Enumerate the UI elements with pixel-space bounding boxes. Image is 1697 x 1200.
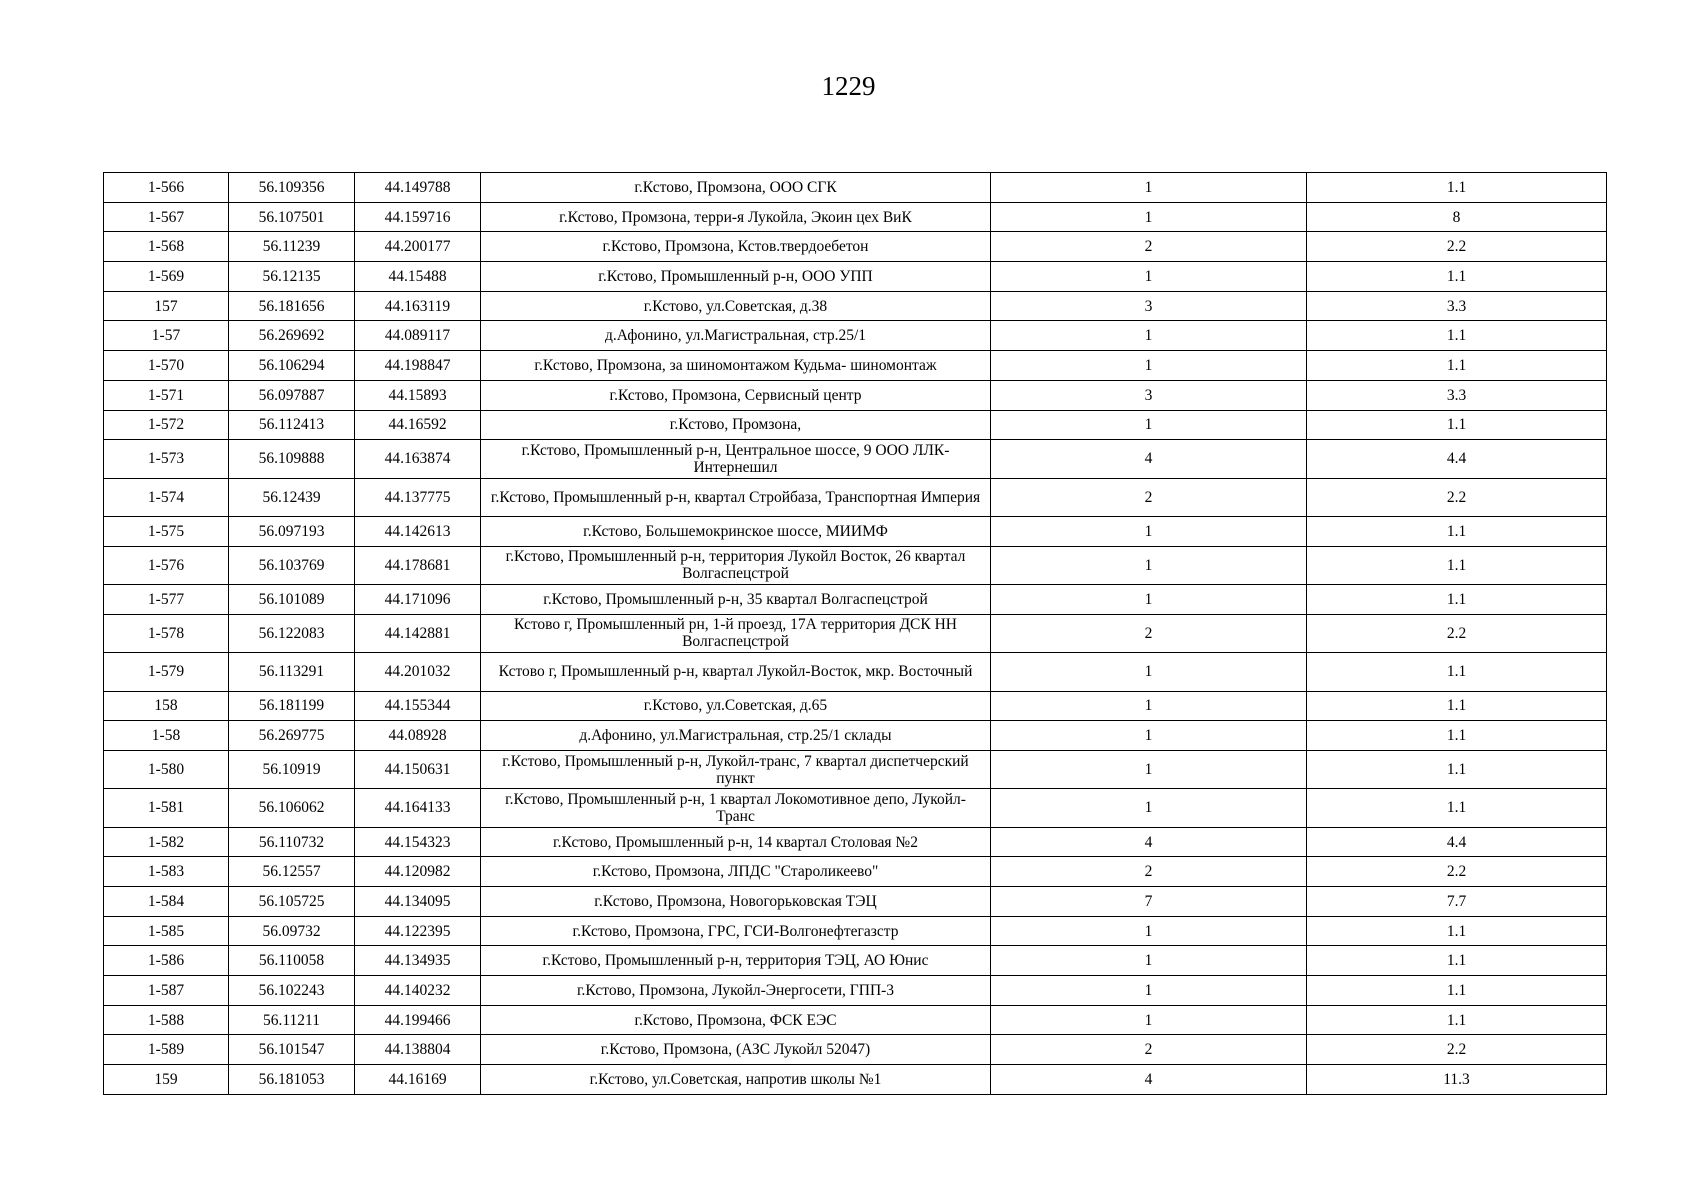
table-row [104, 232, 1607, 262]
count-cell: 2 [991, 478, 1307, 516]
longitude-cell: 44.163119 [355, 291, 481, 321]
value-cell: 1.1 [1307, 789, 1607, 827]
table-row [104, 321, 1607, 351]
point-id-cell: 1-57 [104, 321, 229, 351]
address-cell: г.Кстово, Промзона, ГРС, ГСИ-Волгонефтегазстр [481, 916, 991, 946]
address-cell: Кстово г, Промышленный рн, 1-й проезд, 17А территория ДСК НН Волгаспецстрой [481, 614, 991, 652]
point-id-cell: 158 [104, 691, 229, 721]
longitude-cell: 44.08928 [355, 721, 481, 751]
address-cell: г.Кстово, Промышленный р-н, Лукойл-транс, 7 квартал диспетчерский пункт [481, 750, 991, 788]
table-row [104, 291, 1607, 321]
value-cell: 2.2 [1307, 232, 1607, 262]
longitude-cell: 44.155344 [355, 691, 481, 721]
address-cell: г.Кстово, Промышленный р-н, 1 квартал Локомотивное депо, Лукойл-Транс [481, 789, 991, 827]
count-cell: 2 [991, 614, 1307, 652]
point-id-cell: 1-568 [104, 232, 229, 262]
point-id-cell: 1-585 [104, 916, 229, 946]
address-cell: г.Кстово, Промзона, ООО СГК [481, 173, 991, 203]
latitude-cell: 56.113291 [229, 653, 355, 691]
latitude-cell: 56.097193 [229, 516, 355, 546]
count-cell: 1 [991, 410, 1307, 440]
longitude-cell: 44.198847 [355, 351, 481, 381]
longitude-cell: 44.171096 [355, 585, 481, 615]
table-row [104, 827, 1607, 857]
longitude-cell: 44.201032 [355, 653, 481, 691]
table-row [104, 478, 1607, 516]
longitude-cell: 44.140232 [355, 976, 481, 1006]
address-cell: г.Кстово, Промзона, Лукойл-Энергосети, ГПП-3 [481, 976, 991, 1006]
count-cell: 1 [991, 721, 1307, 751]
latitude-cell: 56.105725 [229, 887, 355, 917]
point-id-cell: 1-566 [104, 173, 229, 203]
table-row [104, 887, 1607, 917]
longitude-cell: 44.138804 [355, 1035, 481, 1065]
value-cell: 1.1 [1307, 976, 1607, 1006]
page-number: 1229 [821, 71, 876, 101]
table-row [104, 262, 1607, 292]
address-cell: г.Кстово, Промзона, (АЗС Лукойл 52047) [481, 1035, 991, 1065]
value-cell: 1.1 [1307, 262, 1607, 292]
table-row [104, 173, 1607, 203]
table-row [104, 653, 1607, 691]
count-cell: 1 [991, 691, 1307, 721]
longitude-cell: 44.150631 [355, 750, 481, 788]
address-cell: г.Кстово, Промзона, ФСК ЕЭС [481, 1005, 991, 1035]
value-cell: 1.1 [1307, 1005, 1607, 1035]
longitude-cell: 44.15488 [355, 262, 481, 292]
address-cell: г.Кстово, ул.Советская, д.65 [481, 691, 991, 721]
value-cell: 2.2 [1307, 478, 1607, 516]
count-cell: 2 [991, 857, 1307, 887]
longitude-cell: 44.163874 [355, 440, 481, 478]
table-row [104, 202, 1607, 232]
table-row [104, 351, 1607, 381]
count-cell: 4 [991, 1065, 1307, 1095]
point-id-cell: 1-571 [104, 380, 229, 410]
longitude-cell: 44.120982 [355, 857, 481, 887]
latitude-cell: 56.10919 [229, 750, 355, 788]
count-cell: 1 [991, 546, 1307, 584]
latitude-cell: 56.181656 [229, 291, 355, 321]
count-cell: 1 [991, 1005, 1307, 1035]
latitude-cell: 56.101089 [229, 585, 355, 615]
value-cell: 11.3 [1307, 1065, 1607, 1095]
value-cell: 1.1 [1307, 351, 1607, 381]
count-cell: 1 [991, 916, 1307, 946]
value-cell: 1.1 [1307, 691, 1607, 721]
table-row [104, 440, 1607, 478]
point-id-cell: 159 [104, 1065, 229, 1095]
address-cell: д.Афонино, ул.Магистральная, стр.25/1 склады [481, 721, 991, 751]
longitude-cell: 44.149788 [355, 173, 481, 203]
point-id-cell: 1-581 [104, 789, 229, 827]
address-cell: г.Кстово, Промзона, за шиномонтажом Кудьма- шиномонтаж [481, 351, 991, 381]
latitude-cell: 56.12557 [229, 857, 355, 887]
value-cell: 1.1 [1307, 516, 1607, 546]
latitude-cell: 56.181199 [229, 691, 355, 721]
point-id-cell: 157 [104, 291, 229, 321]
point-id-cell: 1-573 [104, 440, 229, 478]
address-cell: д.Афонино, ул.Магистральная, стр.25/1 [481, 321, 991, 351]
count-cell: 1 [991, 585, 1307, 615]
latitude-cell: 56.110058 [229, 946, 355, 976]
point-id-cell: 1-584 [104, 887, 229, 917]
value-cell: 1.1 [1307, 946, 1607, 976]
count-cell: 1 [991, 262, 1307, 292]
count-cell: 1 [991, 173, 1307, 203]
latitude-cell: 56.107501 [229, 202, 355, 232]
address-cell: Кстово г, Промышленный р-н, квартал Лукойл-Восток, мкр. Восточный [481, 653, 991, 691]
address-cell: г.Кстово, Промышленный р-н, квартал Стройбаза, Транспортная Империя [481, 478, 991, 516]
count-cell: 1 [991, 321, 1307, 351]
longitude-cell: 44.200177 [355, 232, 481, 262]
data-table [103, 172, 1607, 1095]
value-cell: 1.1 [1307, 410, 1607, 440]
count-cell: 1 [991, 789, 1307, 827]
value-cell: 1.1 [1307, 585, 1607, 615]
value-cell: 1.1 [1307, 653, 1607, 691]
longitude-cell: 44.137775 [355, 478, 481, 516]
address-cell: г.Кстово, Промышленный р-н, территория ТЭЦ, АО Юнис [481, 946, 991, 976]
value-cell: 1.1 [1307, 721, 1607, 751]
latitude-cell: 56.12135 [229, 262, 355, 292]
table-row [104, 691, 1607, 721]
longitude-cell: 44.16169 [355, 1065, 481, 1095]
address-cell: г.Кстово, Промзона, терри-я Лукойла, Экоин цех ВиК [481, 202, 991, 232]
value-cell: 1.1 [1307, 750, 1607, 788]
latitude-cell: 56.101547 [229, 1035, 355, 1065]
address-cell: г.Кстово, ул.Советская, д.38 [481, 291, 991, 321]
longitude-cell: 44.16592 [355, 410, 481, 440]
value-cell: 4.4 [1307, 440, 1607, 478]
count-cell: 1 [991, 750, 1307, 788]
point-id-cell: 1-576 [104, 546, 229, 584]
point-id-cell: 1-589 [104, 1035, 229, 1065]
point-id-cell: 1-582 [104, 827, 229, 857]
table-body [104, 173, 1607, 1095]
latitude-cell: 56.109356 [229, 173, 355, 203]
longitude-cell: 44.178681 [355, 546, 481, 584]
table-row [104, 1065, 1607, 1095]
latitude-cell: 56.106294 [229, 351, 355, 381]
point-id-cell: 1-586 [104, 946, 229, 976]
count-cell: 4 [991, 440, 1307, 478]
count-cell: 1 [991, 976, 1307, 1006]
address-cell: г.Кстово, Промзона, Кстов.твердоебетон [481, 232, 991, 262]
count-cell: 1 [991, 351, 1307, 381]
point-id-cell: 1-569 [104, 262, 229, 292]
point-id-cell: 1-577 [104, 585, 229, 615]
value-cell: 4.4 [1307, 827, 1607, 857]
longitude-cell: 44.154323 [355, 827, 481, 857]
table-row [104, 614, 1607, 652]
address-cell: г.Кстово, Промзона, [481, 410, 991, 440]
latitude-cell: 56.102243 [229, 976, 355, 1006]
address-cell: г.Кстово, Промышленный р-н, ООО УПП [481, 262, 991, 292]
point-id-cell: 1-587 [104, 976, 229, 1006]
latitude-cell: 56.09732 [229, 916, 355, 946]
address-cell: г.Кстово, Промзона, Новогорьковская ТЭЦ [481, 887, 991, 917]
point-id-cell: 1-572 [104, 410, 229, 440]
table-row [104, 546, 1607, 584]
table-row [104, 1005, 1607, 1035]
longitude-cell: 44.142613 [355, 516, 481, 546]
longitude-cell: 44.142881 [355, 614, 481, 652]
count-cell: 2 [991, 232, 1307, 262]
count-cell: 4 [991, 827, 1307, 857]
value-cell: 2.2 [1307, 857, 1607, 887]
address-cell: г.Кстово, Промзона, Сервисный центр [481, 380, 991, 410]
value-cell: 1.1 [1307, 546, 1607, 584]
table-row [104, 1035, 1607, 1065]
latitude-cell: 56.11211 [229, 1005, 355, 1035]
value-cell: 1.1 [1307, 916, 1607, 946]
longitude-cell: 44.159716 [355, 202, 481, 232]
longitude-cell: 44.199466 [355, 1005, 481, 1035]
count-cell: 3 [991, 291, 1307, 321]
table-row [104, 380, 1607, 410]
value-cell: 3.3 [1307, 380, 1607, 410]
longitude-cell: 44.164133 [355, 789, 481, 827]
longitude-cell: 44.15893 [355, 380, 481, 410]
address-cell: г.Кстово, Промышленный р-н, 35 квартал Волгаспецстрой [481, 585, 991, 615]
value-cell: 2.2 [1307, 1035, 1607, 1065]
value-cell: 1.1 [1307, 321, 1607, 351]
address-cell: г.Кстово, ул.Советская, напротив школы №1 [481, 1065, 991, 1095]
table-row [104, 857, 1607, 887]
point-id-cell: 1-574 [104, 478, 229, 516]
table-row [104, 916, 1607, 946]
point-id-cell: 1-58 [104, 721, 229, 751]
count-cell: 1 [991, 653, 1307, 691]
point-id-cell: 1-578 [104, 614, 229, 652]
latitude-cell: 56.12439 [229, 478, 355, 516]
address-cell: г.Кстово, Промышленный р-н, 14 квартал Столовая №2 [481, 827, 991, 857]
point-id-cell: 1-570 [104, 351, 229, 381]
latitude-cell: 56.112413 [229, 410, 355, 440]
latitude-cell: 56.109888 [229, 440, 355, 478]
table-row [104, 946, 1607, 976]
latitude-cell: 56.106062 [229, 789, 355, 827]
table-row [104, 789, 1607, 827]
point-id-cell: 1-588 [104, 1005, 229, 1035]
table-row [104, 976, 1607, 1006]
count-cell: 7 [991, 887, 1307, 917]
longitude-cell: 44.134095 [355, 887, 481, 917]
value-cell: 1.1 [1307, 173, 1607, 203]
value-cell: 2.2 [1307, 614, 1607, 652]
count-cell: 1 [991, 516, 1307, 546]
table-row [104, 721, 1607, 751]
latitude-cell: 56.103769 [229, 546, 355, 584]
count-cell: 2 [991, 1035, 1307, 1065]
address-cell: г.Кстово, Промышленный р-н, территория Лукойл Восток, 26 квартал Волгаспецстрой [481, 546, 991, 584]
table-row [104, 516, 1607, 546]
longitude-cell: 44.134935 [355, 946, 481, 976]
table-row [104, 410, 1607, 440]
count-cell: 1 [991, 202, 1307, 232]
value-cell: 8 [1307, 202, 1607, 232]
longitude-cell: 44.122395 [355, 916, 481, 946]
count-cell: 1 [991, 946, 1307, 976]
point-id-cell: 1-575 [104, 516, 229, 546]
latitude-cell: 56.11239 [229, 232, 355, 262]
address-cell: г.Кстово, Промзона, ЛПДС "Староликеево" [481, 857, 991, 887]
latitude-cell: 56.097887 [229, 380, 355, 410]
latitude-cell: 56.269692 [229, 321, 355, 351]
point-id-cell: 1-583 [104, 857, 229, 887]
address-cell: г.Кстово, Большемокринское шоссе, МИИМФ [481, 516, 991, 546]
latitude-cell: 56.110732 [229, 827, 355, 857]
latitude-cell: 56.122083 [229, 614, 355, 652]
point-id-cell: 1-567 [104, 202, 229, 232]
value-cell: 7.7 [1307, 887, 1607, 917]
table-row [104, 585, 1607, 615]
point-id-cell: 1-580 [104, 750, 229, 788]
latitude-cell: 56.269775 [229, 721, 355, 751]
point-id-cell: 1-579 [104, 653, 229, 691]
longitude-cell: 44.089117 [355, 321, 481, 351]
latitude-cell: 56.181053 [229, 1065, 355, 1095]
count-cell: 3 [991, 380, 1307, 410]
table-row [104, 750, 1607, 788]
value-cell: 3.3 [1307, 291, 1607, 321]
address-cell: г.Кстово, Промышленный р-н, Центральное шоссе, 9 ООО ЛЛК-Интернешил [481, 440, 991, 478]
